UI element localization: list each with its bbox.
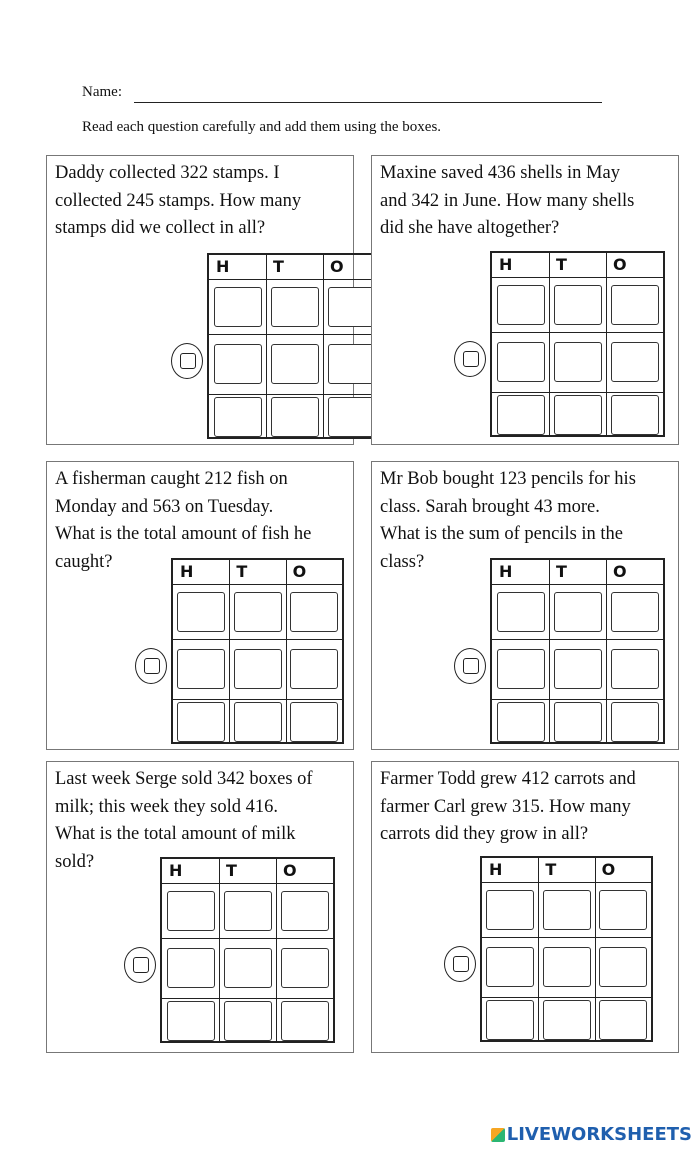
first-addend-tens-box[interactable] [234,592,282,632]
hto-grid [171,558,344,744]
liveworksheets-logo [491,1124,692,1145]
second-addend-tens-box[interactable] [224,948,272,988]
sum-tens-box[interactable] [271,397,319,437]
column-header-ones: O [283,861,297,880]
row-divider [173,699,342,700]
problem-card [371,155,679,445]
first-addend-hundreds-box[interactable] [214,287,262,327]
carry-circle [454,341,486,377]
name-label: Name: [82,84,122,100]
sum-hundreds-box[interactable] [177,702,225,742]
first-addend-ones-box[interactable] [328,287,376,327]
row-divider [492,639,663,640]
hto-grid [160,857,335,1043]
second-addend-tens-box[interactable] [271,344,319,384]
carry-box[interactable] [463,351,479,367]
question-text: Maxine saved 436 shells in May and 342 in June. How many shells did she have altogether? [380,163,635,238]
instruction-text: Read each question carefully and add them using the boxes. [82,119,442,135]
column-header-hundreds: H [489,860,503,879]
carry-box[interactable] [133,957,149,973]
carry-box[interactable] [180,353,196,369]
second-addend-tens-box[interactable] [543,947,591,987]
second-addend-tens-box[interactable] [554,342,602,382]
second-addend-ones-box[interactable] [599,947,647,987]
name-answer-line[interactable] [134,102,602,103]
column-divider [549,560,550,742]
row-divider [492,699,663,700]
column-header-hundreds: H [169,861,183,880]
row-divider [209,394,380,395]
carry-circle [124,947,156,983]
column-header-hundreds: H [499,562,513,581]
problem-card [46,155,354,445]
row-divider [492,277,663,278]
question-text: Last week Serge sold 342 boxes of milk; this week they sold 416. What is the total amount of milk sold? [55,769,313,872]
row-divider [173,639,342,640]
column-header-ones: O [613,562,627,581]
problem-card [46,461,354,750]
hto-grid [480,856,653,1042]
carry-box[interactable] [463,658,479,674]
second-addend-ones-box[interactable] [281,948,329,988]
problem-card [371,761,679,1053]
first-addend-tens-box[interactable] [554,592,602,632]
hto-grid [207,253,382,439]
question-text: Mr Bob bought 123 pencils for his class. Sarah brought 43 more. What is the sum of pencils in the class? [380,469,636,572]
column-divider [219,859,220,1041]
column-header-tens: T [556,562,567,581]
column-header-hundreds: H [499,255,513,274]
carry-box[interactable] [453,956,469,972]
sum-tens-box[interactable] [554,395,602,435]
column-divider [595,858,596,1040]
first-addend-tens-box[interactable] [271,287,319,327]
carry-circle [135,648,167,684]
logo-text: LIVEWORKSHEETS [506,1124,692,1145]
sum-hundreds-box[interactable] [486,1000,534,1040]
sum-ones-box[interactable] [328,397,376,437]
row-divider [482,882,651,883]
first-addend-hundreds-box[interactable] [167,891,215,931]
sum-ones-box[interactable] [281,1001,329,1041]
sum-tens-box[interactable] [234,702,282,742]
question-text: Farmer Todd grew 412 carrots and farmer Carl grew 315. How many carrots did they grow in all? [380,769,636,844]
first-addend-tens-box[interactable] [224,891,272,931]
carry-box[interactable] [144,658,160,674]
row-divider [209,279,380,280]
second-addend-ones-box[interactable] [611,649,659,689]
second-addend-ones-box[interactable] [611,342,659,382]
column-header-ones: O [292,562,307,581]
column-header-tens: T [226,861,237,880]
column-divider [323,255,324,437]
column-header-hundreds: H [180,562,194,581]
carry-circle [444,946,476,982]
sum-tens-box[interactable] [224,1001,272,1041]
column-divider [549,253,550,435]
second-addend-hundreds-box[interactable] [486,947,534,987]
column-header-tens: T [236,562,248,581]
first-addend-ones-box[interactable] [290,592,338,632]
row-divider [492,332,663,333]
sum-hundreds-box[interactable] [497,395,545,435]
column-header-tens: T [273,257,284,276]
first-addend-ones-box[interactable] [599,890,647,930]
first-addend-ones-box[interactable] [611,285,659,325]
problem-card [371,461,679,750]
row-divider [162,938,333,939]
problem-card [46,761,354,1053]
row-divider [162,883,333,884]
first-addend-ones-box[interactable] [611,592,659,632]
question-text: Daddy collected 322 stamps. I collected 245 stamps. How many stamps did we collect in all? [55,163,302,238]
sum-ones-box[interactable] [290,702,338,742]
second-addend-ones-box[interactable] [328,344,376,384]
row-divider [209,334,380,335]
sum-tens-box[interactable] [543,1000,591,1040]
sum-ones-box[interactable] [611,395,659,435]
column-divider [286,560,287,742]
column-divider [276,859,277,1041]
first-addend-hundreds-box[interactable] [486,890,534,930]
first-addend-ones-box[interactable] [281,891,329,931]
sum-ones-box[interactable] [599,1000,647,1040]
column-divider [229,560,230,742]
row-divider [162,998,333,999]
row-divider [492,392,663,393]
hto-grid [490,251,665,437]
row-divider [492,584,663,585]
second-addend-hundreds-box[interactable] [177,649,225,689]
sum-ones-box[interactable] [611,702,659,742]
sum-tens-box[interactable] [554,702,602,742]
second-addend-hundreds-box[interactable] [497,649,545,689]
carry-circle [454,648,486,684]
carry-circle [171,343,203,379]
column-header-ones: O [601,860,616,879]
row-divider [482,937,651,938]
column-header-hundreds: H [216,257,230,276]
second-addend-tens-box[interactable] [554,649,602,689]
liveworksheets-logo-icon [491,1128,505,1142]
sum-hundreds-box[interactable] [167,1001,215,1041]
second-addend-hundreds-box[interactable] [497,342,545,382]
sum-hundreds-box[interactable] [214,397,262,437]
first-addend-hundreds-box[interactable] [497,285,545,325]
column-divider [606,253,607,435]
question-text: A fisherman caught 212 fish on Monday and 563 on Tuesday. What is the total amount of fish he caught? [55,469,312,572]
column-header-tens: T [556,255,567,274]
first-addend-hundreds-box[interactable] [497,592,545,632]
row-divider [482,997,651,998]
second-addend-tens-box[interactable] [234,649,282,689]
column-divider [606,560,607,742]
first-addend-tens-box[interactable] [543,890,591,930]
sum-hundreds-box[interactable] [497,702,545,742]
row-divider [173,584,342,585]
second-addend-hundreds-box[interactable] [214,344,262,384]
second-addend-ones-box[interactable] [290,649,338,689]
column-header-tens: T [545,860,557,879]
first-addend-tens-box[interactable] [554,285,602,325]
column-divider [266,255,267,437]
second-addend-hundreds-box[interactable] [167,948,215,988]
hto-grid [490,558,665,744]
first-addend-hundreds-box[interactable] [177,592,225,632]
column-header-ones: O [330,257,344,276]
column-header-ones: O [613,255,627,274]
column-divider [538,858,539,1040]
